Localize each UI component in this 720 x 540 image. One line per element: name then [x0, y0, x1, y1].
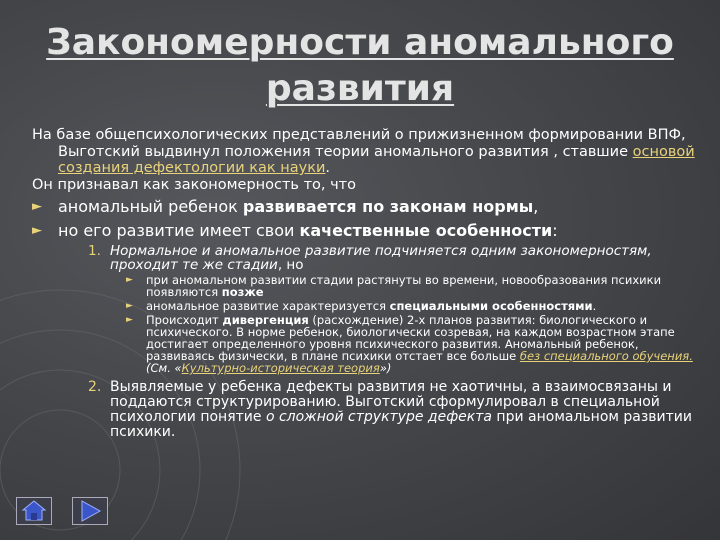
bullet-arrow-icon: ► [126, 301, 133, 311]
numbered-item: 1. Нормальное и аномальное развитие подчиняется одним закономерностям, проходит те же стадии, но [88, 243, 652, 273]
theory-link[interactable]: Культурно-историческая теория [181, 361, 380, 375]
training-link[interactable]: без специального обучения. [519, 349, 693, 363]
play-arrow-icon [73, 498, 107, 524]
bullet-item: ► аномальный ребенок развивается по законам нормы, [32, 197, 539, 216]
sub-bullet-item: ► при аномальном развитии стадии растянуты во времени, новообразования психики появляются позже [126, 273, 662, 299]
slide-body [32, 127, 704, 440]
numbered-item: 2. Выявляемые у ребенка дефекты развития не хаотичны, а взаимосвязаны и поддаются структурированию. Выготский сформулировал в специальной психологии понятие о сложной структуре дефекта при аномальном развитии психики. [88, 379, 693, 440]
home-icon [17, 498, 51, 524]
bullet-arrow-icon: ► [126, 275, 133, 285]
sub-bullet-item: ► Происходит дивергенция (расхождение) 2-х планов развития: биологического и психического. В норме ребенок, биологически созревая, на каждом возрастном этапе достигает определенного уровня психического развития. Аномальный ребенок, развиваясь физически, в плане психики отстает все больше без специального обучения. (См. «Культурно-историческая теория») [126, 313, 693, 375]
bullet-item: ► но его развитие имеет свои качественные особенности: [32, 221, 558, 240]
bullet-arrow-icon: ► [32, 223, 42, 238]
sub-bullet-item: ► аномальное развитие характеризуется специальными особенностями. [126, 299, 597, 313]
page-title: Закономерности аномального развития [46, 22, 674, 109]
bullet-arrow-icon: ► [32, 199, 42, 214]
intro-link[interactable]: основой создания дефектологии как науки [58, 143, 695, 176]
bullet-arrow-icon: ► [126, 315, 133, 325]
intro-paragraph: На базе общепсихологических представлений о прижизненном формировании ВПФ, Выготский выдвинул положения теории аномального развития , ставшие основой создания дефектологии как науки. [32, 127, 695, 176]
recognized-paragraph: Он признавал как закономерность то, что [32, 176, 356, 193]
home-button[interactable] [16, 497, 52, 525]
next-slide-button[interactable] [72, 497, 108, 525]
